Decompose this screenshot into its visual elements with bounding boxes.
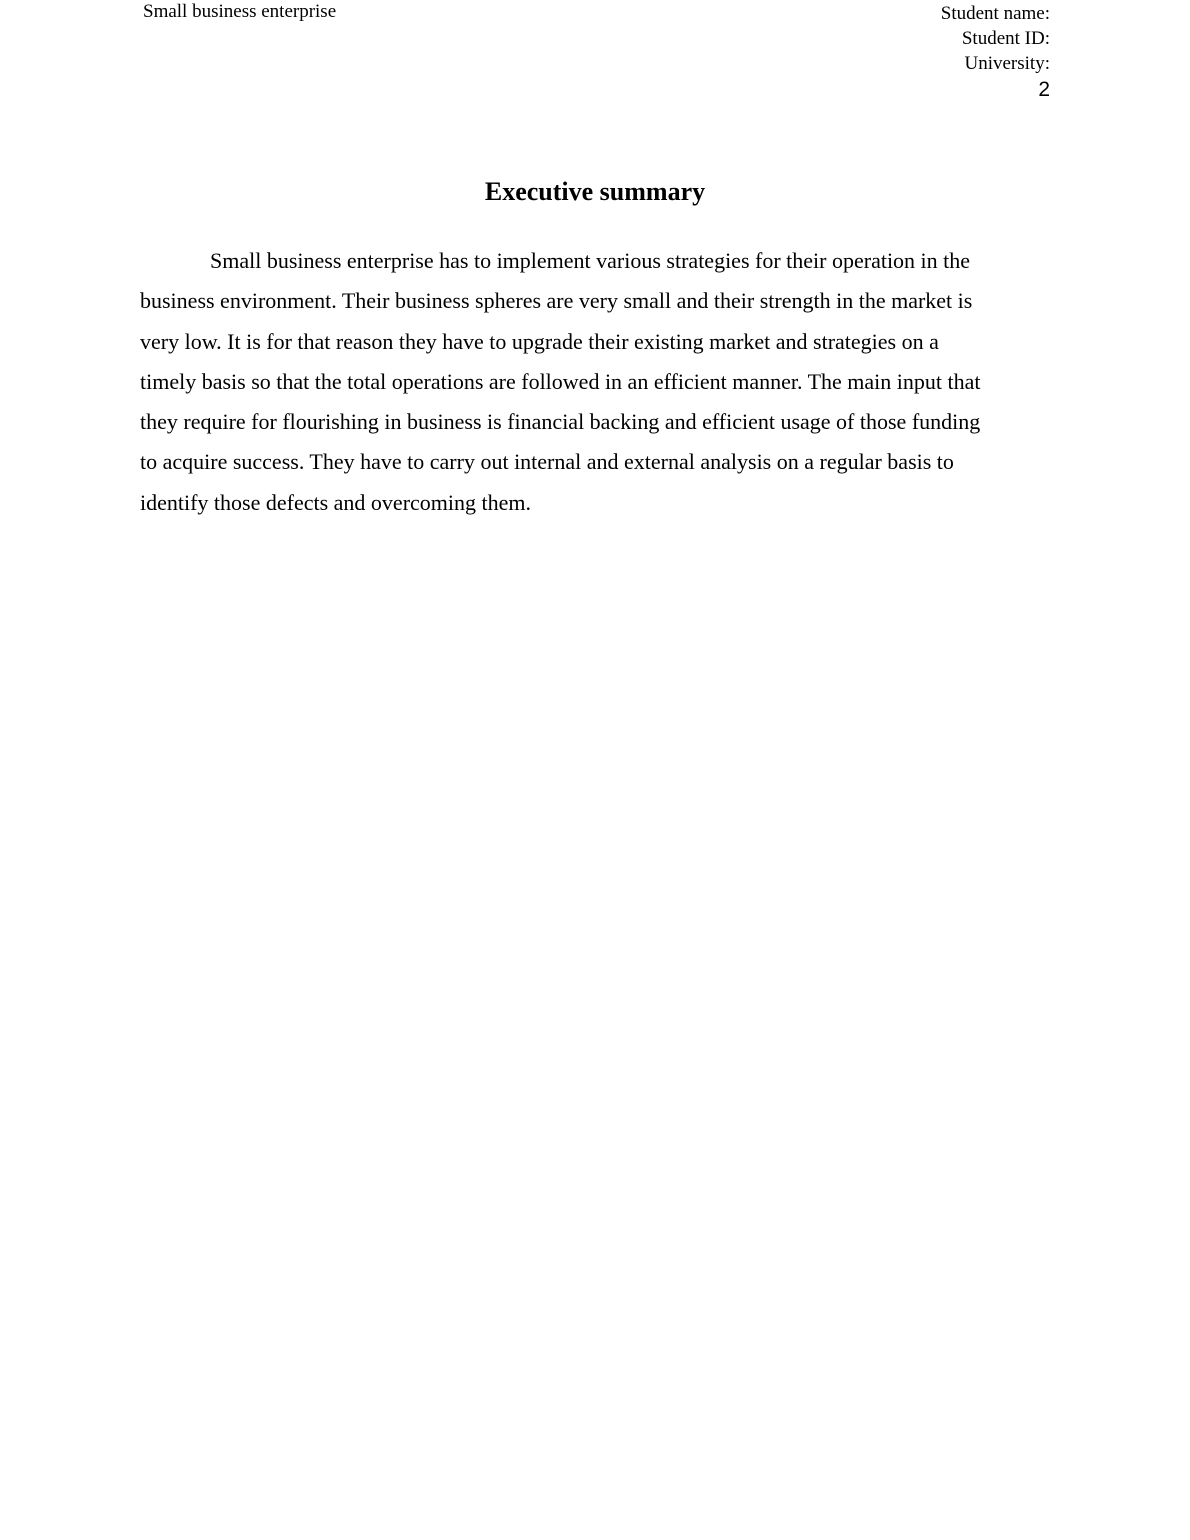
paragraph-line: Small business enterprise has to implement various strategies for their operation in the — [210, 248, 971, 273]
paragraph-line: very low. It is for that reason they have to upgrade their existing market and strategies on a — [140, 328, 939, 354]
paragraph-line: business environment. Their business spheres are very small and their strength in the market is — [140, 288, 973, 314]
student-name-label: Student name: — [940, 3, 1050, 24]
student-id-label: Student ID: — [961, 28, 1050, 49]
page-number: 2 — [1038, 78, 1050, 101]
university-label: University: — [964, 53, 1050, 74]
paragraph-line: to acquire success. They have to carry out internal and external analysis on a regular basis to — [140, 449, 954, 475]
paragraph-line: identify those defects and overcoming them. — [140, 489, 531, 515]
header-student-info — [941, 1, 1050, 104]
page-title: Executive summary — [484, 177, 706, 206]
paragraph-line: timely basis so that the total operations are followed in an efficient manner. The main input that — [140, 368, 981, 394]
paragraph-line: they require for flourishing in business is financial backing and efficient usage of those funding — [140, 409, 981, 435]
body-paragraph — [140, 241, 1040, 523]
running-head: Small business enterprise — [143, 1, 337, 22]
